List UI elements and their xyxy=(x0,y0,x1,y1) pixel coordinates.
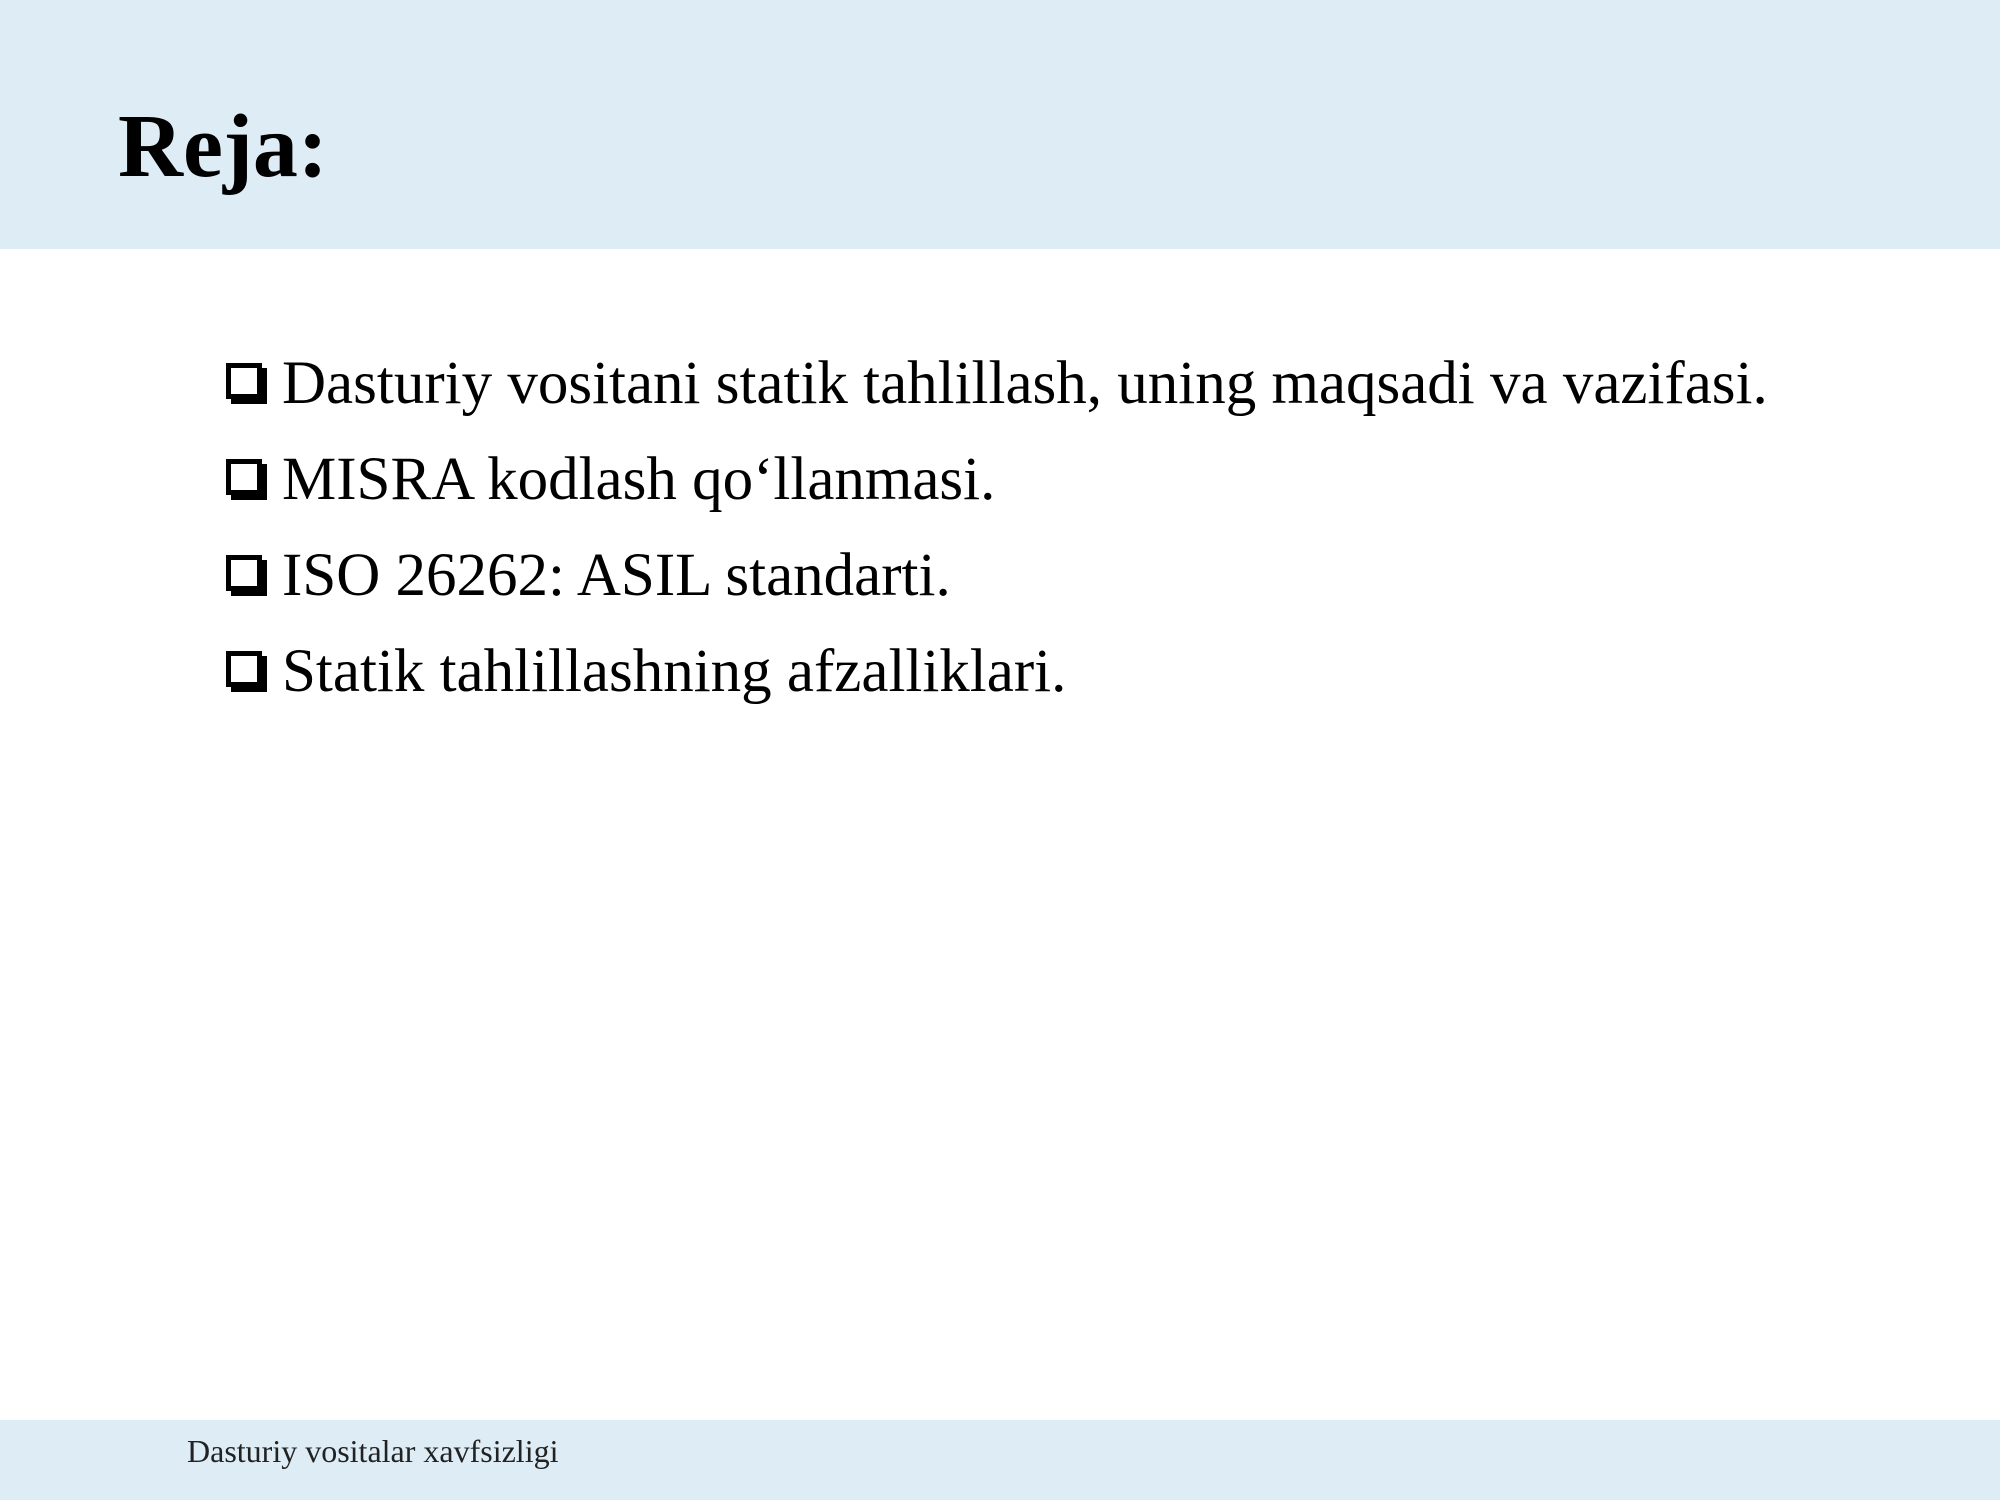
checkbox-square-icon xyxy=(226,363,262,399)
bullet-item xyxy=(220,536,1868,616)
bullet-text: Dasturiy vositani statik tahlillash, uning maqsadi va vazifasi. xyxy=(282,350,1768,417)
bullet-item xyxy=(220,440,1868,520)
checkbox-square-icon xyxy=(226,459,262,495)
bullet-item xyxy=(220,344,1868,424)
footer-text: Dasturiy vositalar xavfsizligi xyxy=(187,1433,559,1469)
checkbox-square-icon xyxy=(226,555,262,591)
bullet-text: ISO 26262: ASIL standarti. xyxy=(282,542,951,609)
bullet-text: Statik tahlillashning afzalliklari. xyxy=(282,638,1067,705)
bullet-list xyxy=(220,344,1868,728)
slide-title: Reja: xyxy=(118,97,328,196)
bullet-text: MISRA kodlash qo‘llanmasi. xyxy=(282,446,996,513)
bullet-item xyxy=(220,632,1868,712)
checkbox-square-icon xyxy=(226,651,262,687)
